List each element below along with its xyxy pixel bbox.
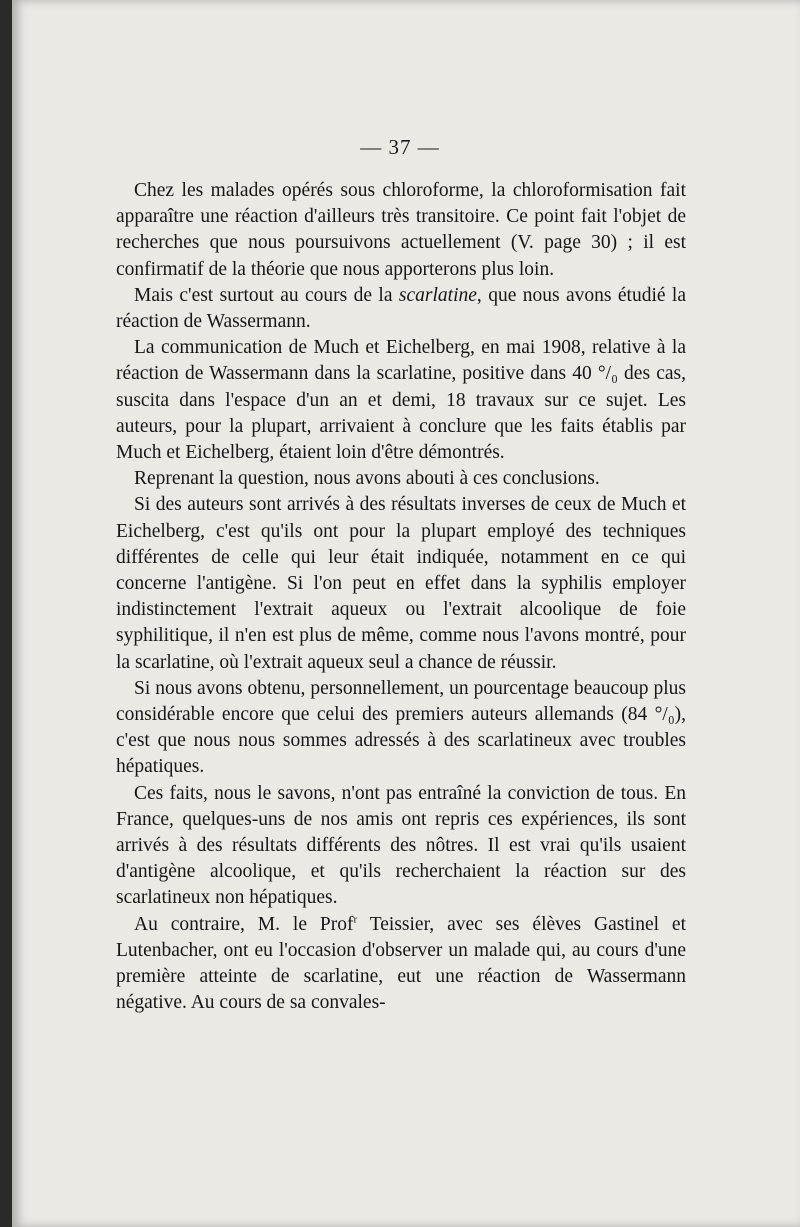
paragraph-text: Si nous avons obtenu, personnellement, un pourcentage beaucoup plus considérable encore que celui des premiers auteurs allemands (84 °/₀), c'est que nous nous sommes adressés à des scarlatineux avec troubles hépatiques. xyxy=(116,677,686,778)
paragraph-chloroforme xyxy=(116,178,686,283)
paragraph-text: Reprenant la question, nous avons abouti à ces conclusions. xyxy=(134,468,600,490)
paragraph-text: , que nous avons étudié la réaction de Wassermann. xyxy=(116,284,686,333)
paragraph-text: Mais c'est surtout au cours de la xyxy=(134,284,399,306)
paragraph-scarlatine-intro xyxy=(116,283,686,335)
italic-term-scarlatine: scarlatine xyxy=(398,284,477,306)
paragraph-text: Chez les malades opérés sous chloroforme, la chloroformisation fait apparaître une réaction d'ailleurs très transitoire. Ce point fait l'objet de recherches que nous poursuivons actuellement (V. page 30) ; il est confirmatif de la théorie que nous apporterons plus loin. xyxy=(116,180,686,280)
page-number: — 37 — xyxy=(360,135,440,159)
paragraph-teissier xyxy=(116,912,686,1017)
paragraph-much-eichelberg xyxy=(116,335,686,466)
superscript-r: r xyxy=(353,913,358,926)
paragraph-reprenant xyxy=(116,466,686,492)
paragraph-text: Au contraire, M. le Prof xyxy=(134,913,354,935)
paragraph-antigene xyxy=(116,492,686,675)
page-body xyxy=(116,178,686,1017)
paragraph-text: La communication de Much et Eichelberg, en mai 1908, relative à la réaction de Wassermann dans la scarlatine, positive dans 40 °/₀ des cas, suscita dans l'espace d'un an et demi, 18 travaux sur ce sujet. Les auteurs, pour la plupart, arrivaient à conclure que les faits établis par Much et Eichelberg, étaient loin d'être démontrés. xyxy=(116,337,686,464)
paragraph-text: Ces faits, nous le savons, n'ont pas entraîné la conviction de tous. En France, quelques-uns de nos amis ont repris ces expériences, ils sont arrivés à des résultats différents des nôtres. Il est vrai qu'ils usaient d'antigène alcoolique, et qu'ils recherchaient la réaction sur des scarlatineux non hépatiques. xyxy=(116,782,686,909)
paragraph-pourcentage xyxy=(116,676,686,781)
paragraph-conviction xyxy=(116,781,686,912)
paragraph-text: Teissier, avec ses élèves Gastinel et Lutenbacher, ont eu l'occasion d'observer un malade qui, au cours d'une première atteinte de scarlatine, eut une réaction de Wassermann négative. Au cours de sa convales- xyxy=(116,913,686,1014)
paragraph-text: Si des auteurs sont arrivés à des résultats inverses de ceux de Much et Eichelberg, c'est qu'ils ont pour la plupart employé des techniques différentes de celle qui leur était indiquée, notamment en ce qui concerne l'antigène. Si l'on peut en effet dans la syphilis employer indistinctement l'extrait aqueux ou l'extrait alcoolique de foie syphilitique, il n'en est plus de même, comme nous l'avons montré, pour la scarlatine, où l'extrait aqueux seul a chance de réussir. xyxy=(116,494,686,673)
